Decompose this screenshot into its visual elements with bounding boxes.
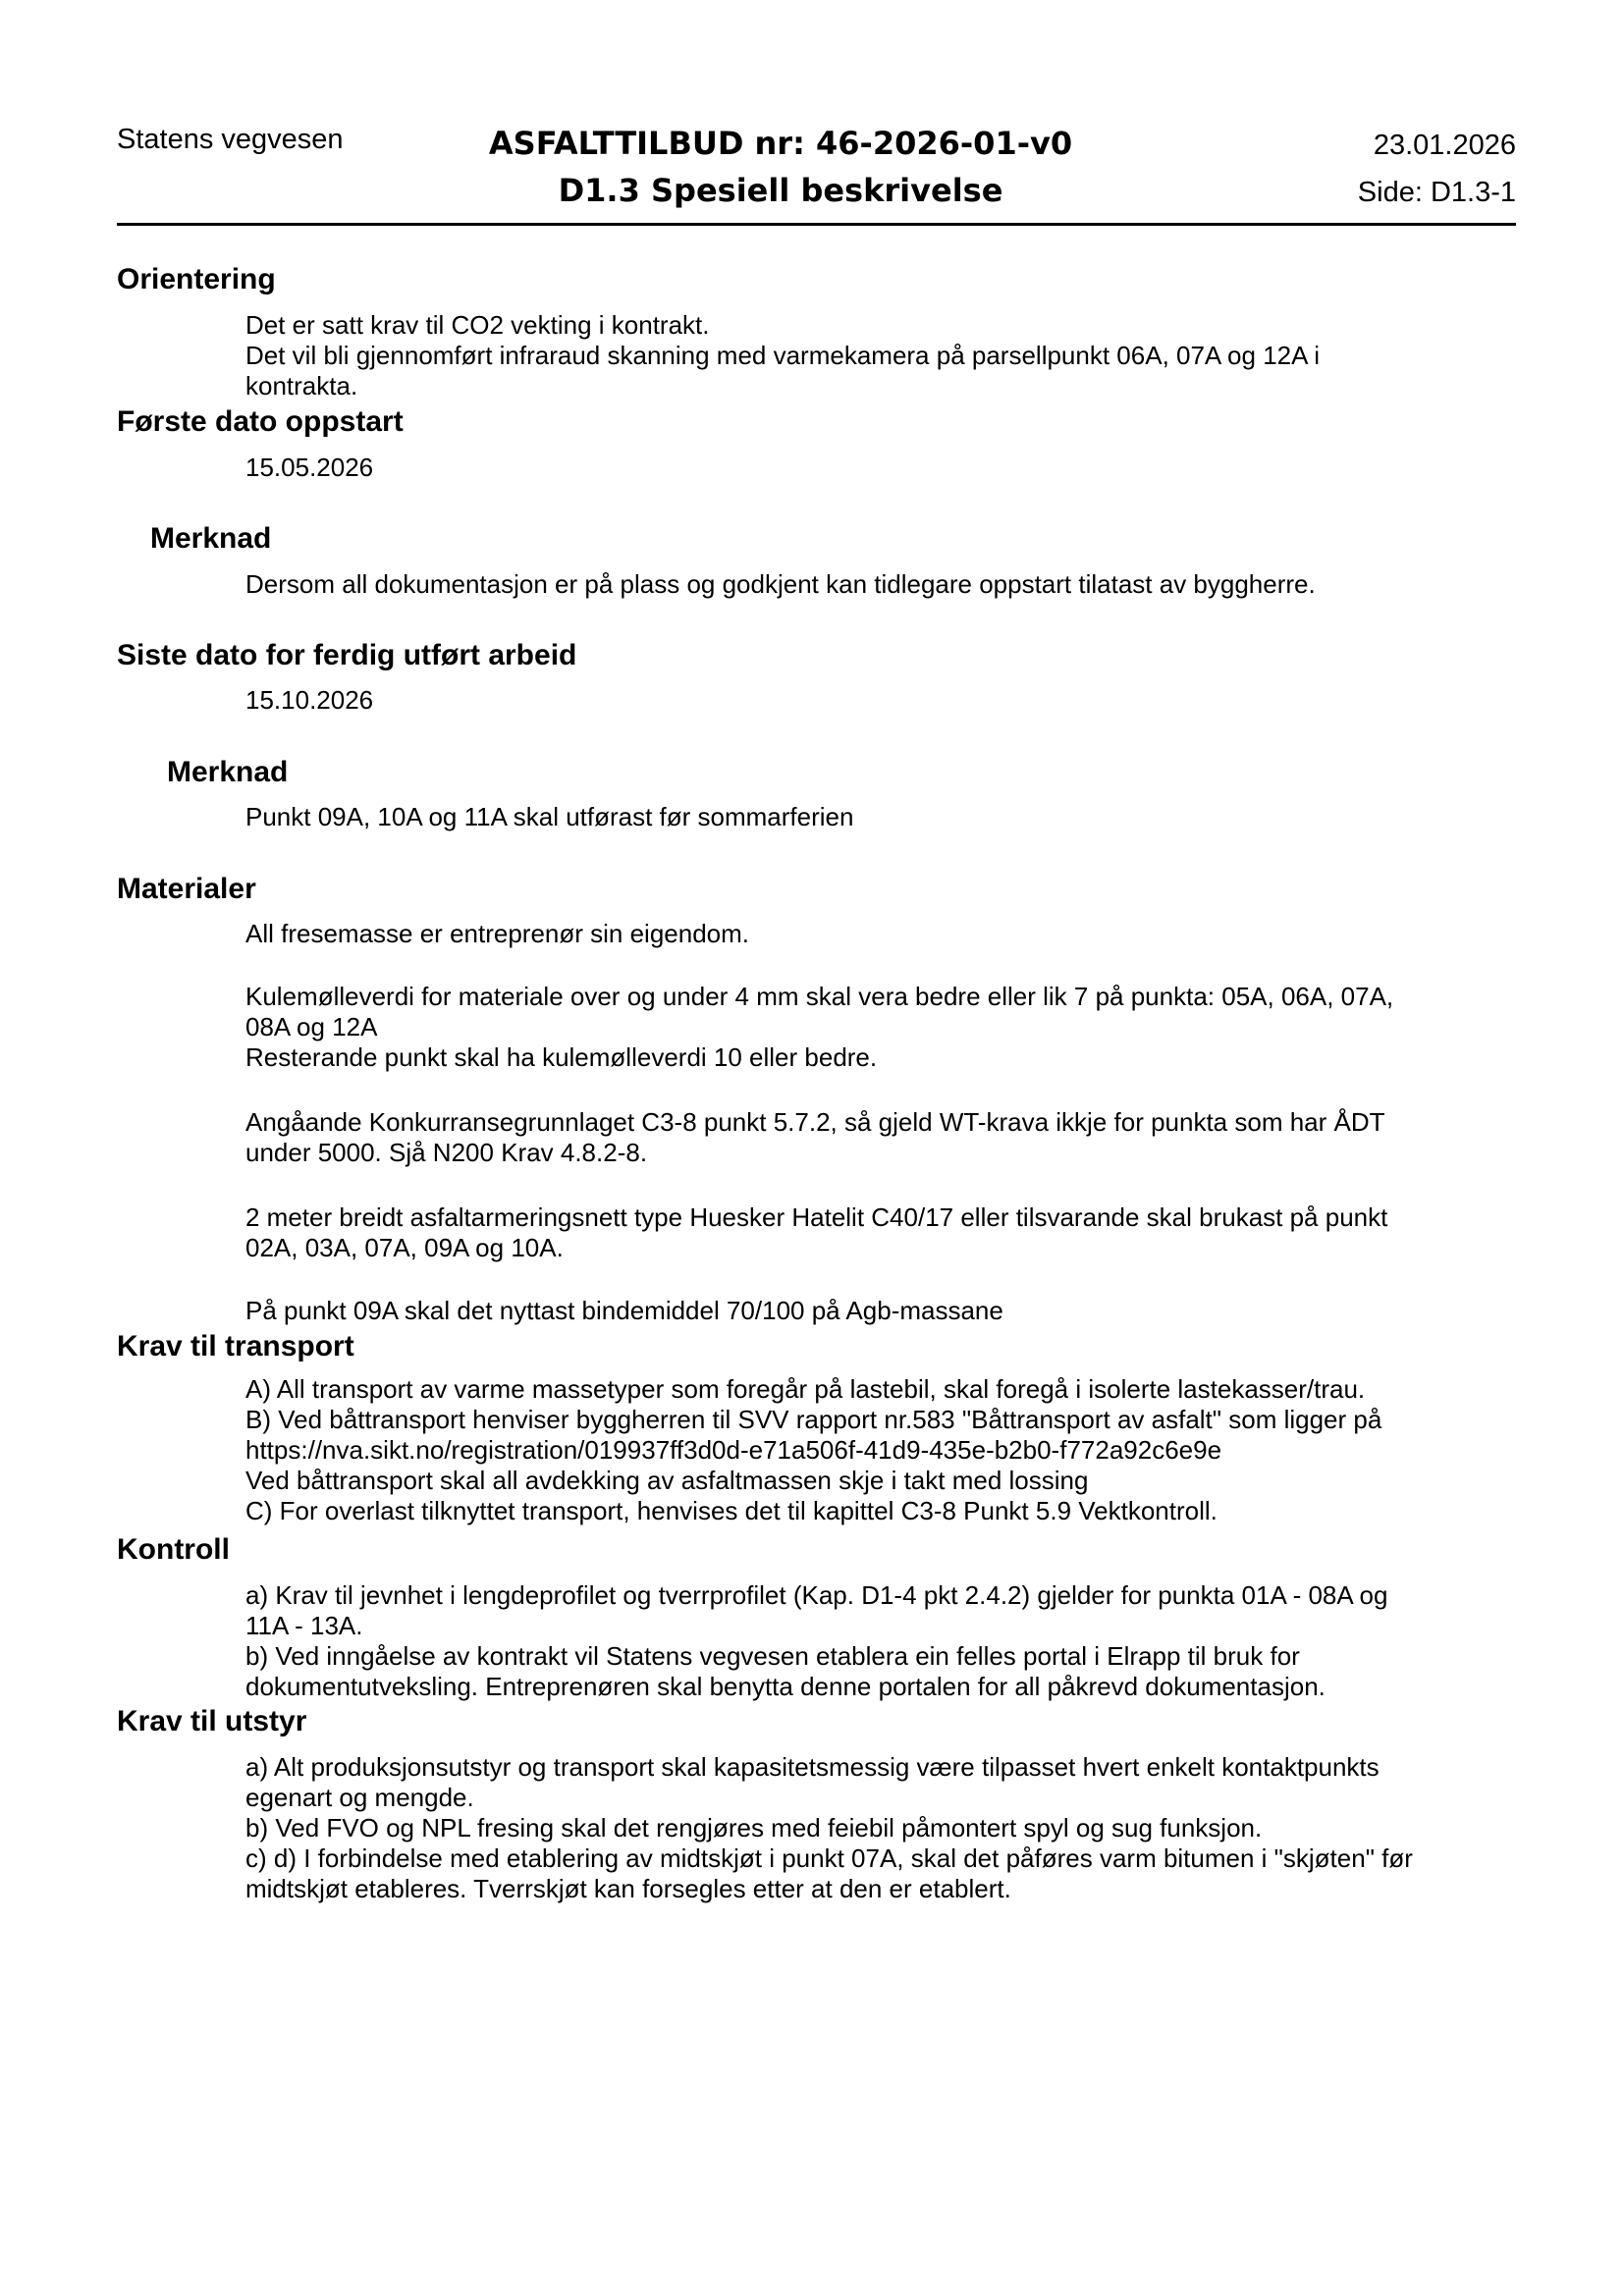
materialer-paragraph: All fresemasse er entreprenør sin eigendom. [245,919,750,948]
section-heading-kontroll: Kontroll [117,1533,230,1566]
text-line: c) d) I forbindelse med etablering av midtskjøt i punkt 07A, skal det påføres varm bitumen i "skjøten" før [245,1843,1413,1873]
materialer-paragraph: På punkt 09A skal det nyttast bindemiddel 70/100 på Agb-massane [245,1296,1003,1325]
text-line: 02A, 03A, 07A, 09A og 10A. [245,1233,564,1262]
header-divider [117,223,1516,226]
document-subtitle: D1.3 Spesiell beskrivelse [558,172,1003,209]
document-date: 23.01.2026 [1373,130,1516,161]
section-heading-forste-dato: Første dato oppstart [117,405,404,438]
materialer-paragraph [245,1107,1522,1168]
text-line: Det vil bli gjennomført infraraud skanning med varmekamera på parsellpunkt 06A, 07A og 12A i [245,341,1321,370]
text-line: 08A og 12A [245,1012,378,1041]
text-line: kontrakta. [245,371,358,400]
document-title: ASFALTTILBUD nr: 46-2026-01-v0 [488,125,1073,162]
header-meta [1358,124,1516,216]
document-title-block [393,120,1168,214]
text-line: Kulemølleverdi for materiale over og under 4 mm skal vera bedre eller lik 7 på punkta: 05A, 06A, 07A, [245,982,1394,1011]
text-line: a) Krav til jevnhet i lengdeprofilet og tverrprofilet (Kap. D1-4 pkt 2.4.2) gjelder for punkta 01A - 08A og [245,1580,1388,1610]
utstyr-text [245,1752,1522,1904]
materialer-paragraph [245,982,1522,1073]
merknad-text: Punkt 09A, 10A og 11A skal utførast før sommarferien [245,802,854,831]
siste-dato-value: 15.10.2026 [245,685,374,715]
kontroll-text [245,1580,1522,1702]
text-line: 11A - 13A. [245,1611,363,1640]
section-heading-siste-dato: Siste dato for ferdig utført arbeid [117,639,577,671]
text-line: Angåande Konkurransegrunnlaget C3-8 punkt 5.7.2, så gjeld WT-krava ikkje for punkta som har ÅDT [245,1107,1385,1137]
text-line: B) Ved båttransport henviser byggherren til SVV rapport nr.583 "Båttransport av asfalt" som ligger på [245,1405,1382,1434]
section-heading-orientering: Orientering [117,263,276,295]
merknad-text: Dersom all dokumentasjon er på plass og godkjent kan tidlegare oppstart tilatast av byggherre. [245,569,1316,599]
text-line: A) All transport av varme massetyper som foregår på lastebil, skal foregå i isolerte lastekasser/trau. [245,1374,1366,1404]
section-heading-transport: Krav til transport [117,1330,354,1362]
text-line: 2 meter breidt asfaltarmeringsnett type Huesker Hatelit C40/17 eller tilsvarande skal brukast på punkt [245,1202,1388,1232]
section-heading-materialer: Materialer [117,873,256,905]
text-line: https://nva.sikt.no/registration/019937ff3d0d-e71a506f-41d9-435e-b2b0-f772a92c6e9e [245,1435,1222,1465]
merknad-heading: Merknad [150,522,272,555]
text-line: Det er satt krav til CO2 vekting i kontrakt. [245,310,710,340]
transport-text [245,1374,1522,1526]
organization-name: Statens vegvesen [117,124,344,155]
text-line: dokumentutveksling. Entreprenøren skal benytta denne portalen for all påkrevd dokumentasjon. [245,1672,1326,1701]
text-line: b) Ved FVO og NPL fresing skal det rengjøres med feiebil påmontert spyl og sug funksjon. [245,1813,1263,1842]
page-number: Side: D1.3-1 [1357,177,1516,208]
text-line: Resterande punkt skal ha kulemølleverdi 10 eller bedre. [245,1042,878,1072]
text-line: midtskjøt etableres. Tverrskjøt kan forsegles etter at den er etablert. [245,1874,1011,1903]
text-line: b) Ved inngåelse av kontrakt vil Statens vegvesen etablera ein felles portal i Elrapp til bruk for [245,1641,1300,1671]
forste-dato-value: 15.05.2026 [245,453,374,482]
text-line: Ved båttransport skal all avdekking av asfaltmassen skje i takt med lossing [245,1466,1089,1495]
text-line: under 5000. Sjå N200 Krav 4.8.2-8. [245,1138,648,1167]
section-heading-utstyr: Krav til utstyr [117,1705,307,1737]
merknad-heading: Merknad [167,756,289,788]
text-line: egenart og mengde. [245,1783,474,1812]
materialer-paragraph [245,1202,1522,1263]
text-line: C) For overlast tilknyttet transport, henvises det til kapittel C3-8 Punkt 5.9 Vektkontroll. [245,1496,1218,1525]
text-line: a) Alt produksjonsutstyr og transport skal kapasitetsmessig være tilpasset hvert enkelt kontaktpunkts [245,1752,1380,1782]
orientering-text [245,310,1522,401]
